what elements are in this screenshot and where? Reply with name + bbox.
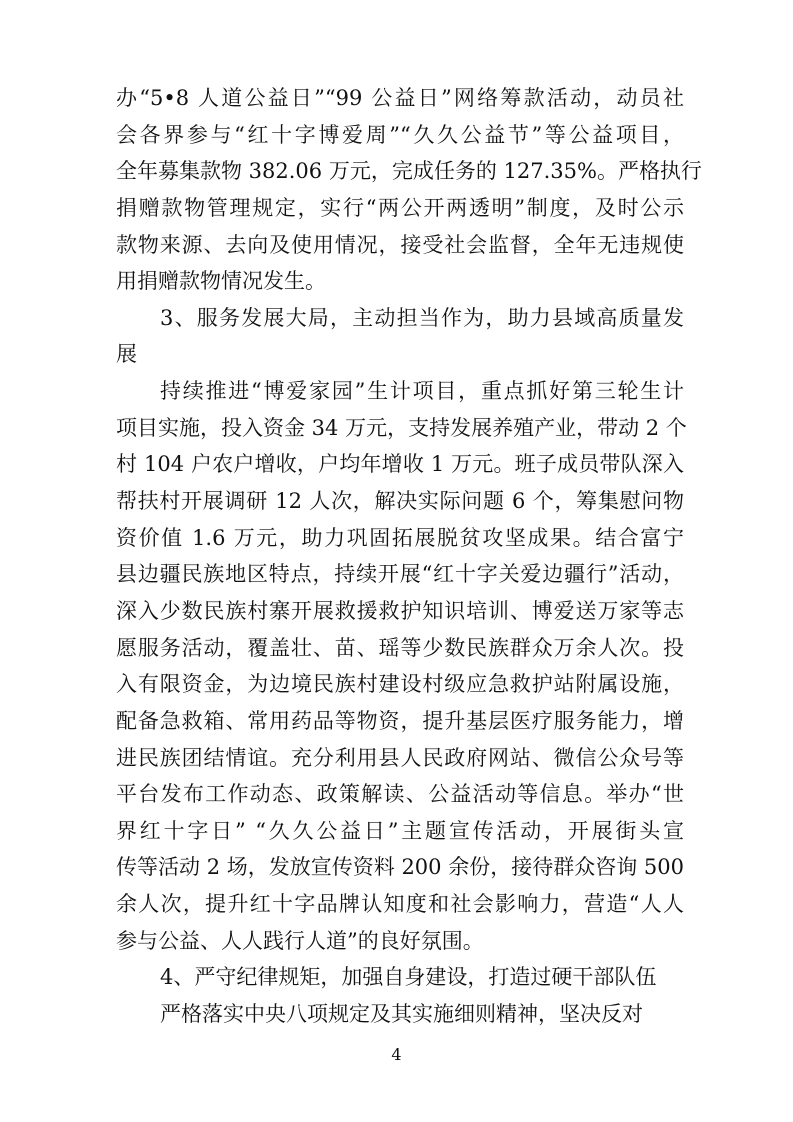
paragraph-line: 项目实施，投入资金 34 万元，支持发展养殖产业，带动 2 个: [116, 416, 687, 440]
paragraph-line: 余人次，提升红十字品牌认知度和社会影响力，营造“人人: [116, 892, 684, 916]
paragraph-line: 用捐赠款物情况发生。: [116, 269, 326, 293]
paragraph-line: 进民族团结情谊。充分利用县人民政府网站、微信公众号等: [116, 746, 684, 770]
paragraph-line: 村 104 户农户增收，户均年增收 1 万元。班子成员带队深入: [116, 452, 684, 476]
paragraph-line: 入有限资金，为边境民族村建设村级应急救护站附属设施，: [116, 672, 684, 696]
paragraph-line: 款物来源、去向及使用情况，接受社会监督，全年无违规使: [116, 233, 684, 257]
paragraph-line: 严格落实中央八项规定及其实施细则精神，坚决反对: [160, 1002, 643, 1026]
section-heading-line: 4、严守纪律规矩，加强自身建设，打造过硬干部队伍: [160, 965, 657, 989]
paragraph-line: 界红十字日” “久久公益日”主题宣传活动，开展街头宣: [116, 819, 684, 843]
paragraph-line: 全年募集款物 382.06 万元，完成任务的 127.35%。严格执行: [116, 159, 702, 183]
paragraph-line: 会各界参与“红十字博爱周”“久久公益节”等公益项目，: [116, 123, 684, 147]
paragraph-line: 持续推进“博爱家园”生计项目，重点抓好第三轮生计: [160, 379, 684, 403]
paragraph-line: 参与公益、人人践行人道”的良好氛围。: [116, 929, 484, 953]
section-heading-line: 3、服务发展大局，主动担当作为，助力县域高质量发: [160, 306, 684, 330]
paragraph-line: 资价值 1.6 万元，助力巩固拓展脱贫攻坚成果。结合富宁: [116, 526, 684, 550]
paragraph-line: 配备急救箱、常用药品等物资，提升基层医疗服务能力，增: [116, 709, 684, 733]
paragraph-line: 帮扶村开展调研 12 人次，解决实际问题 6 个，筹集慰问物: [116, 489, 684, 513]
section-heading-line: 展: [116, 342, 137, 366]
paragraph-line: 深入少数民族村寨开展救援救护知识培训、博爱送万家等志: [116, 599, 684, 623]
paragraph-line: 愿服务活动，覆盖壮、苗、瑶等少数民族群众万余人次。投: [116, 636, 684, 660]
paragraph-line: 捐赠款物管理规定，实行“两公开两透明”制度，及时公示: [116, 196, 684, 220]
paragraph-line: 县边疆民族地区特点，持续开展“红十字关爱边疆行”活动，: [116, 562, 684, 586]
paragraph-line: 传等活动 2 场，发放宣传资料 200 余份，接待群众咨询 500: [116, 855, 684, 879]
paragraph-line: 办“5•8 人道公益日”“99 公益日”网络筹款活动，动员社: [116, 86, 684, 110]
page-number: 4: [391, 1045, 402, 1064]
paragraph-line: 平台发布工作动态、政策解读、公益活动等信息。举办“世: [116, 782, 684, 806]
